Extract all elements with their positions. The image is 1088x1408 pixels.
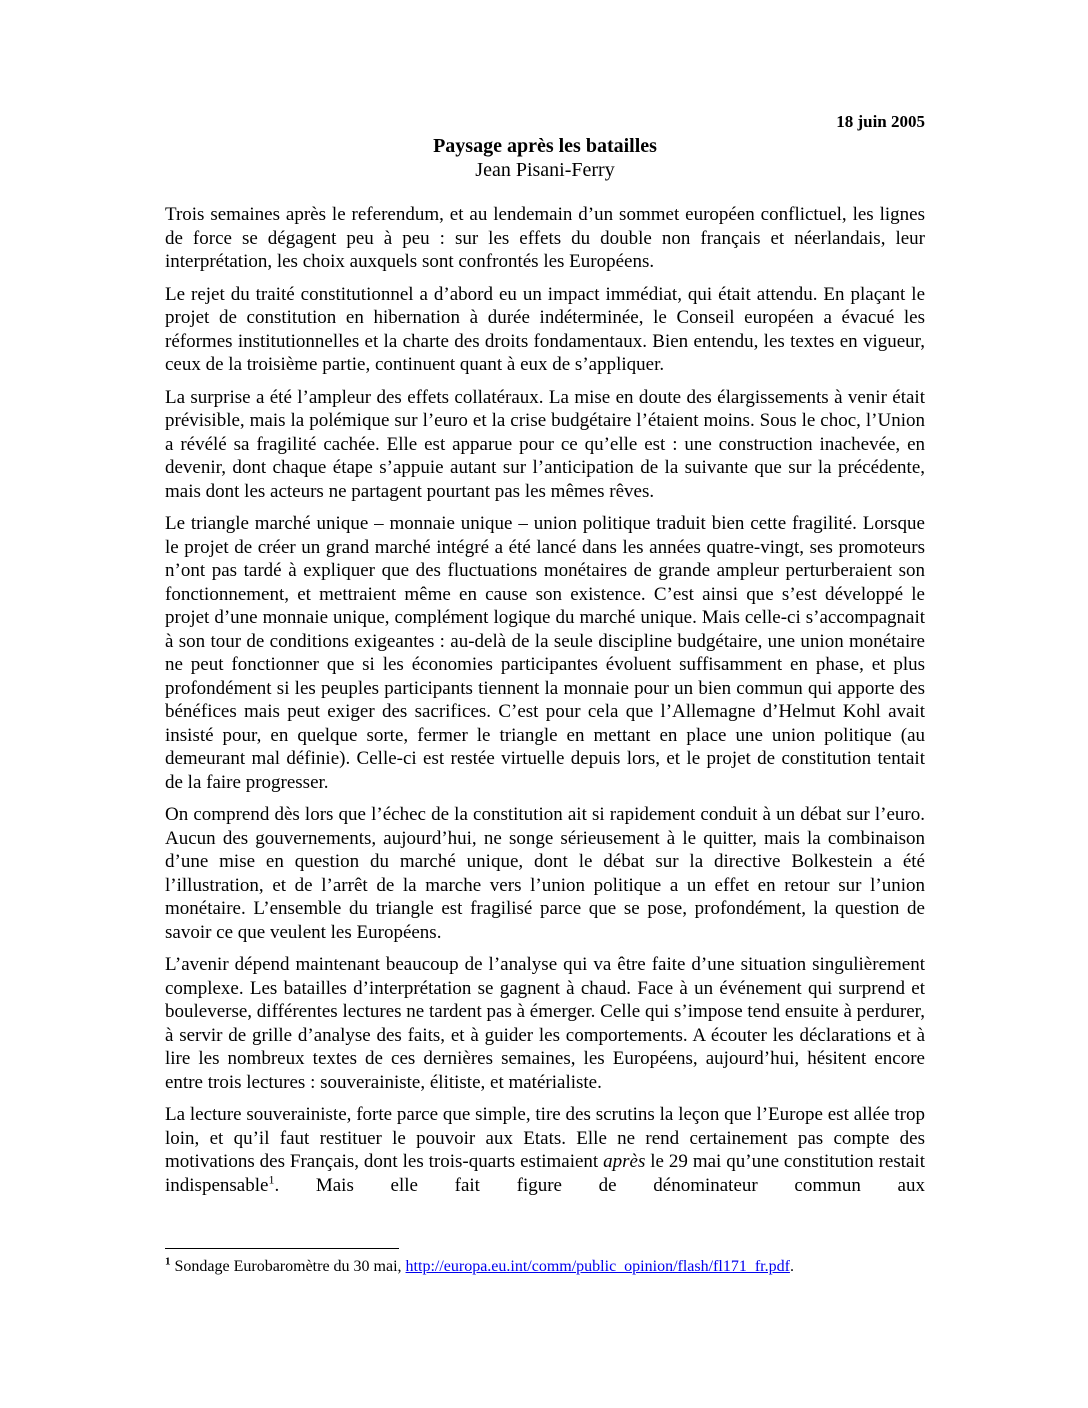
footnote-text: Sondage Eurobaromètre du 30 mai,	[170, 1258, 406, 1275]
footnote	[165, 1257, 925, 1277]
footnote-area	[165, 1248, 925, 1277]
footnote-divider	[165, 1248, 399, 1249]
paragraph: L’avenir dépend maintenant beaucoup de l’analyse qui va être faite d’une situation singulièrement complexe. Les batailles d’interprétation se gagnent à chaud. Face à un événement qui surprend et bouleverse, différentes lectures ne tardent pas à émerger. Celle qui s’impose tend ensuite à perdurer, à servir de grille d’analyse des faits, et à guider les comportements. A écouter les déclarations et à lire les nombreux textes de ces dernières semaines, les Européens, aujourd’hui, hésitent encore entre trois lectures : souverainiste, élitiste, et matérialiste.	[165, 954, 925, 1093]
paragraph: On comprend dès lors que l’échec de la constitution ait si rapidement conduit à un débat sur l’euro. Aucun des gouvernements, aujourd’hui, ne songe sérieusement à le quitter, mais la combinaison d’une mise en question du marché unique, dont le débat sur la directive Bolkestein a été l’illustration, et de l’arrêt de la marche vers l’union politique a un effet en retour sur l’union monétaire. L’ensemble du triangle est fragilisé parce que se pose, profondément, la question de savoir ce que veulent les Européens.	[165, 804, 925, 943]
paragraph: Trois semaines après le referendum, et au lendemain d’un sommet européen conflictuel, les lignes de force se dégagent peu à peu : sur les effets du double non français et néerlandais, leur interprétation, les choix auxquels sont confrontés les Européens.	[165, 204, 925, 272]
footnote-text-after: .	[789, 1258, 794, 1275]
document-author: Jean Pisani-Ferry	[475, 159, 615, 181]
footnote-marker: 1	[165, 1255, 171, 1268]
document-title: Paysage après les batailles	[433, 135, 657, 157]
paragraph: La surprise a été l’ampleur des effets collatéraux. La mise en doute des élargissements à venir était prévisible, mais la polémique sur l’euro et la crise budgétaire l’étaient moins. Sous le choc, l’Union a révélé sa fragilité cachée. Elle est apparue pour ce qu’elle est : une construction inachevée, en devenir, dont chaque étape s’appuie autant sur l’anticipation de la suivante que sur la précédente, mais dont les acteurs ne partagent pourtant pas les mêmes rêves.	[165, 386, 925, 502]
italic-text: après	[603, 1151, 646, 1172]
paragraph: La lecture souverainiste, forte parce que simple, tire des scrutins la leçon que l’Europe est allée trop loin, et qu’il faut restituer le pouvoir aux Etats. Elle ne rend certainement pas compte des motivations des Français, dont les trois-quarts estimaient après le 29 mai qu’une constitution restait indispensable$^1$. Mais elle fait figure de dénominateur commun aux	[165, 1104, 925, 1196]
document-body	[165, 203, 925, 1197]
footnote-link[interactable]: http://europa.eu.int/comm/public_opinion/flash/fl171_fr.pdf	[405, 1258, 790, 1275]
document-date: 18 juin 2005	[836, 112, 925, 131]
paragraph: Le rejet du traité constitutionnel a d’abord eu un impact immédiat, qui était attendu. En plaçant le projet de constitution en hibernation à durée indéterminée, le Conseil européen a évacué les réformes institutionnelles et la charte des droits fondamentaux. Bien entendu, les textes en vigueur, ceux de la troisième partie, continuent quant à eux de s’appliquer.	[165, 283, 925, 375]
footnote-reference: 1	[268, 1172, 275, 1187]
paragraph: Le triangle marché unique – monnaie unique – union politique traduit bien cette fragilité. Lorsque le projet de créer un grand marché intégré a été lancé dans les années quatre-vingt, ses promoteurs n’ont pas tardé à expliquer que des fluctuations monétaires de grande ampleur perturberaient son fonctionnement, et mettraient même en cause son existence. C’est ainsi que s’est développé le projet d’une monnaie unique, complément logique du marché unique. Mais celle-ci s’accompagnait à son tour de conditions exigeantes : au-delà de la seule discipline budgétaire, une union monétaire ne peut fonctionner que si les économies participantes évoluent suffisamment en phase, et plus profondément si les peuples participants tiennent la monnaie pour un bien commun qui apporte des bénéfices mais peut exiger des sacrifices. C’est pour cela que l’Allemagne d’Helmut Kohl avait insisté pour, en quelque sorte, fermer le triangle en mettant en place une union politique (au demeurant mal définie). Celle-ci est restée virtuelle depuis lors, et le projet de constitution tentait de la faire progresser.	[165, 513, 925, 793]
